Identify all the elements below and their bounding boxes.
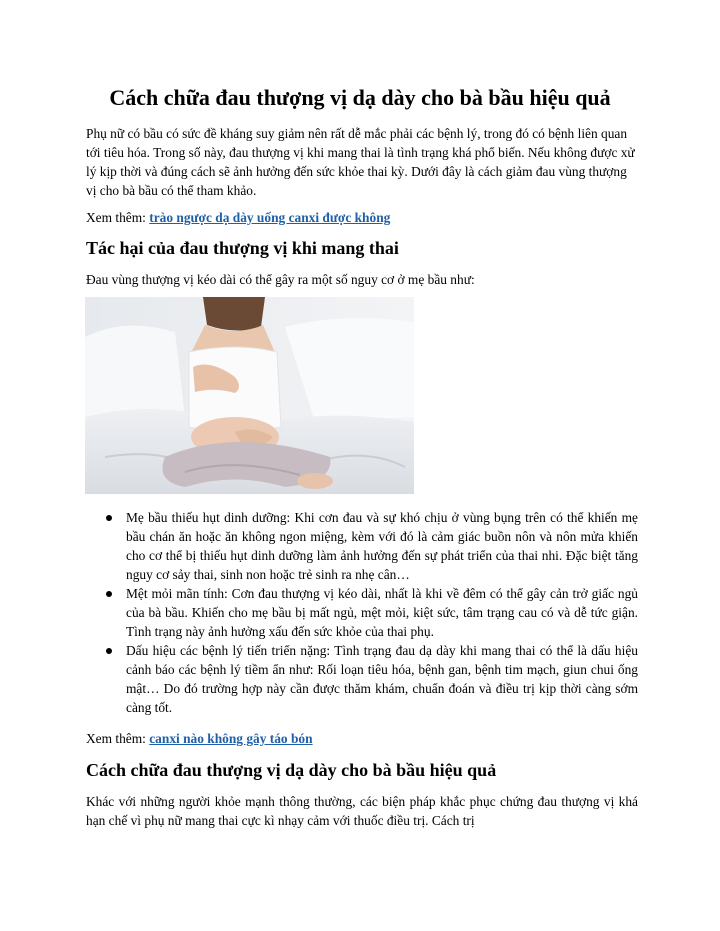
section-heading-treatment: Cách chữa đau thượng vị dạ dày cho bà bầu hiệu quả [86, 760, 497, 780]
see-more-prefix: Xem thêm: [86, 210, 150, 225]
see-more-line-2 [86, 729, 638, 748]
list-item [104, 584, 638, 641]
section-lead: Đau vùng thượng vị kéo dài có thể gây ra một số nguy cơ ở mẹ bầu như: [86, 272, 475, 287]
treatment-paragraph: Khác với những người khỏe mạnh thông thường, các biện pháp khắc phục chứng đau thượng vị khá hạn chế vì phụ nữ mang thai cực kì nhạy cảm với thuốc điều trị. Cách trị [86, 794, 638, 828]
bullet-dot-icon [106, 648, 112, 654]
list-item [104, 508, 638, 584]
related-article-link-2[interactable]: canxi nào không gây táo bón [149, 731, 313, 746]
bullet-dot-icon [106, 591, 112, 597]
harms-bullet-list [104, 508, 638, 717]
related-article-link-1[interactable]: trào ngược dạ dày uống canxi được không [149, 210, 391, 225]
bullet-text: Mẹ bầu thiếu hụt dinh dưỡng: Khi cơn đau và sự khó chịu ở vùng bụng trên có thể khiến mẹ bầu chán ăn hoặc ăn không ngon miệng, kèm với đó là cảm giác buồn nôn và nôn mửa khiến cho cơ thể bị thiếu hụt dinh dưỡng làm ảnh hưởng đến sự phát triển của thai nhi. Đặc biệt tăng nguy cơ sảy thai, sinh non hoặc trẻ sinh ra nhẹ cân… [126, 510, 638, 582]
pregnant-woman-photo [85, 297, 414, 494]
section-heading-harms: Tác hại của đau thượng vị khi mang thai [86, 238, 399, 258]
bullet-text: Dấu hiệu các bệnh lý tiến triển nặng: Tình trạng đau dạ dày khi mang thai có thể là dấu hiệu cảnh báo các bệnh lý tiềm ẩn như: Rối loạn tiêu hóa, bệnh gan, bệnh tim mạch, giun chui ống mật… Do đó trường hợp này cần được thăm khám, chuẩn đoán và điều trị kịp thời càng sớm càng tốt. [126, 643, 638, 715]
bullet-dot-icon [106, 515, 112, 521]
see-more-line-1 [86, 208, 638, 227]
see-more-prefix: Xem thêm: [86, 731, 150, 746]
intro-paragraph: Phụ nữ có bầu có sức đề kháng suy giảm nên rất dễ mắc phải các bệnh lý, trong đó có bệnh liên quan tới tiêu hóa. Trong số này, đau thượng vị khi mang thai là tình trạng khá phổ biến. Nếu không được xử lý kịp thời và đúng cách sẽ ảnh hưởng đến sức khỏe thai kỳ. Dưới đây là cách giảm đau vùng thượng vị cho bà bầu có thể tham khảo. [86, 126, 635, 198]
list-item [104, 641, 638, 717]
page-title: Cách chữa đau thượng vị dạ dày cho bà bầu hiệu quả [109, 85, 611, 110]
bullet-text: Mệt mỏi mãn tính: Cơn đau thượng vị kéo dài, nhất là khi về đêm có thể gây cản trở giấc ngủ của bà bầu. Khiến cho mẹ bầu bị mất ngủ, mệt mỏi, kiệt sức, tâm trạng cau có và dễ tức giận. Tình trạng này ảnh hưởng xấu đến sức khỏe của thai phụ. [126, 586, 638, 639]
